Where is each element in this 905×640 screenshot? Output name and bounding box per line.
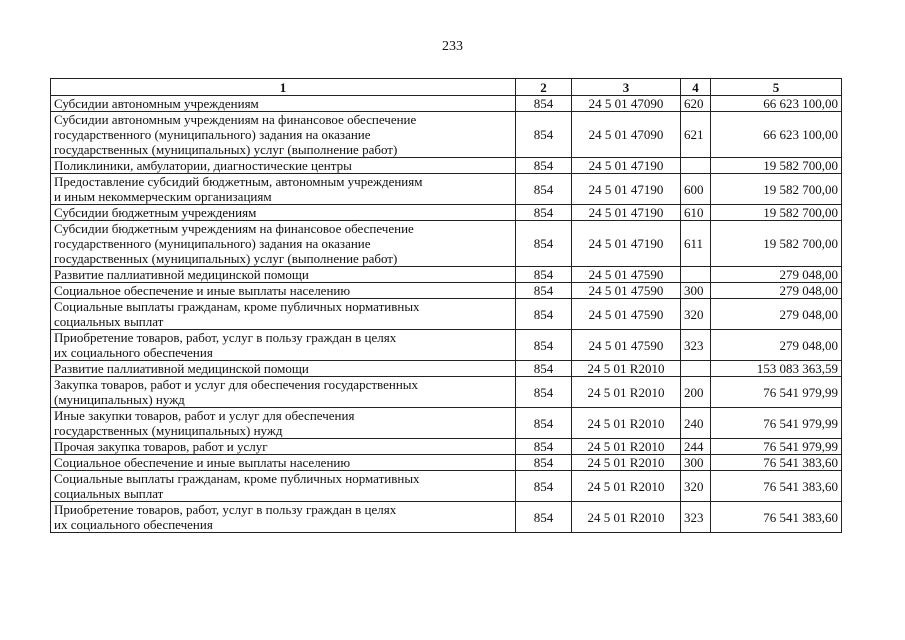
header-col-3: 3 [572, 79, 681, 96]
row-name: Субсидии бюджетным учреждениям [51, 205, 516, 221]
row-expense-type: 300 [681, 283, 711, 299]
row-section: 854 [516, 361, 572, 377]
row-section: 854 [516, 502, 572, 533]
table-row [51, 502, 842, 533]
row-amount: 19 582 700,00 [711, 158, 842, 174]
row-name: Субсидии автономным учреждениям [51, 96, 516, 112]
row-amount: 19 582 700,00 [711, 174, 842, 205]
row-target-article: 24 5 01 47590 [572, 283, 681, 299]
row-section: 854 [516, 205, 572, 221]
row-name: Социальное обеспечение и иные выплаты населению [51, 283, 516, 299]
table-row [51, 174, 842, 205]
table-row [51, 361, 842, 377]
row-name: Развитие паллиативной медицинской помощи [51, 267, 516, 283]
row-expense-type: 300 [681, 455, 711, 471]
row-target-article: 24 5 01 R2010 [572, 455, 681, 471]
row-expense-type: 621 [681, 112, 711, 158]
row-target-article: 24 5 01 47190 [572, 174, 681, 205]
row-section: 854 [516, 299, 572, 330]
row-target-article: 24 5 01 R2010 [572, 377, 681, 408]
row-section: 854 [516, 408, 572, 439]
row-target-article: 24 5 01 R2010 [572, 502, 681, 533]
row-amount: 153 083 363,59 [711, 361, 842, 377]
row-name: Приобретение товаров, работ, услуг в пользу граждан в целях их социального обеспечения [51, 330, 516, 361]
table-header [51, 79, 842, 96]
header-col-4: 4 [681, 79, 711, 96]
header-col-2: 2 [516, 79, 572, 96]
header-col-1: 1 [51, 79, 516, 96]
row-amount: 19 582 700,00 [711, 205, 842, 221]
row-target-article: 24 5 01 47590 [572, 330, 681, 361]
row-amount: 19 582 700,00 [711, 221, 842, 267]
row-amount: 279 048,00 [711, 283, 842, 299]
row-name: Развитие паллиативной медицинской помощи [51, 361, 516, 377]
row-expense-type: 611 [681, 221, 711, 267]
row-target-article: 24 5 01 R2010 [572, 439, 681, 455]
row-expense-type: 610 [681, 205, 711, 221]
row-name: Субсидии бюджетным учреждениям на финансовое обеспечение государственного (муниципального) задания на оказание государственных (муниципальных) услуг (выполнение работ) [51, 221, 516, 267]
row-amount: 66 623 100,00 [711, 96, 842, 112]
row-name: Социальные выплаты гражданам, кроме публичных нормативных социальных выплат [51, 299, 516, 330]
table-row [51, 299, 842, 330]
row-amount: 76 541 383,60 [711, 502, 842, 533]
table-row [51, 471, 842, 502]
table-row [51, 158, 842, 174]
row-target-article: 24 5 01 47090 [572, 96, 681, 112]
row-expense-type: 620 [681, 96, 711, 112]
row-amount: 279 048,00 [711, 267, 842, 283]
row-name: Субсидии автономным учреждениям на финансовое обеспечение государственного (муниципального) задания на оказание государственных (муниципальных) услуг (выполнение работ) [51, 112, 516, 158]
table-row [51, 221, 842, 267]
row-target-article: 24 5 01 R2010 [572, 361, 681, 377]
row-expense-type: 200 [681, 377, 711, 408]
row-expense-type [681, 361, 711, 377]
row-section: 854 [516, 112, 572, 158]
budget-table [50, 78, 842, 533]
row-section: 854 [516, 158, 572, 174]
row-expense-type [681, 267, 711, 283]
row-amount: 279 048,00 [711, 330, 842, 361]
row-amount: 279 048,00 [711, 299, 842, 330]
row-expense-type: 320 [681, 299, 711, 330]
header-row [51, 79, 842, 96]
row-name: Поликлиники, амбулатории, диагностические центры [51, 158, 516, 174]
row-section: 854 [516, 377, 572, 408]
table-row [51, 455, 842, 471]
row-target-article: 24 5 01 R2010 [572, 471, 681, 502]
row-target-article: 24 5 01 47190 [572, 205, 681, 221]
row-amount: 76 541 383,60 [711, 471, 842, 502]
row-expense-type: 323 [681, 330, 711, 361]
page-number: 233 [442, 39, 463, 54]
row-amount: 66 623 100,00 [711, 112, 842, 158]
row-name: Прочая закупка товаров, работ и услуг [51, 439, 516, 455]
row-amount: 76 541 979,99 [711, 408, 842, 439]
row-section: 854 [516, 455, 572, 471]
row-name: Предоставление субсидий бюджетным, автономным учреждениям и иным некоммерческим организациям [51, 174, 516, 205]
table-row [51, 205, 842, 221]
header-col-5: 5 [711, 79, 842, 96]
row-expense-type: 244 [681, 439, 711, 455]
row-target-article: 24 5 01 47190 [572, 158, 681, 174]
table-row [51, 377, 842, 408]
row-name: Социальные выплаты гражданам, кроме публичных нормативных социальных выплат [51, 471, 516, 502]
row-expense-type: 240 [681, 408, 711, 439]
row-target-article: 24 5 01 R2010 [572, 408, 681, 439]
row-target-article: 24 5 01 47190 [572, 221, 681, 267]
table-body [51, 96, 842, 533]
row-expense-type: 323 [681, 502, 711, 533]
row-amount: 76 541 383,60 [711, 455, 842, 471]
table-row [51, 283, 842, 299]
row-target-article: 24 5 01 47590 [572, 299, 681, 330]
row-section: 854 [516, 174, 572, 205]
row-section: 854 [516, 471, 572, 502]
row-section: 854 [516, 267, 572, 283]
table-row [51, 96, 842, 112]
row-section: 854 [516, 330, 572, 361]
row-section: 854 [516, 439, 572, 455]
row-amount: 76 541 979,99 [711, 377, 842, 408]
row-section: 854 [516, 96, 572, 112]
table-row [51, 408, 842, 439]
row-expense-type: 320 [681, 471, 711, 502]
row-section: 854 [516, 283, 572, 299]
table-row [51, 330, 842, 361]
row-expense-type: 600 [681, 174, 711, 205]
row-expense-type [681, 158, 711, 174]
row-name: Закупка товаров, работ и услуг для обеспечения государственных (муниципальных) нужд [51, 377, 516, 408]
row-target-article: 24 5 01 47090 [572, 112, 681, 158]
table-row [51, 439, 842, 455]
row-section: 854 [516, 221, 572, 267]
row-name: Социальное обеспечение и иные выплаты населению [51, 455, 516, 471]
table-row [51, 267, 842, 283]
row-name: Иные закупки товаров, работ и услуг для обеспечения государственных (муниципальных) нужд [51, 408, 516, 439]
row-target-article: 24 5 01 47590 [572, 267, 681, 283]
row-amount: 76 541 979,99 [711, 439, 842, 455]
row-name: Приобретение товаров, работ, услуг в пользу граждан в целях их социального обеспечения [51, 502, 516, 533]
table-row [51, 112, 842, 158]
